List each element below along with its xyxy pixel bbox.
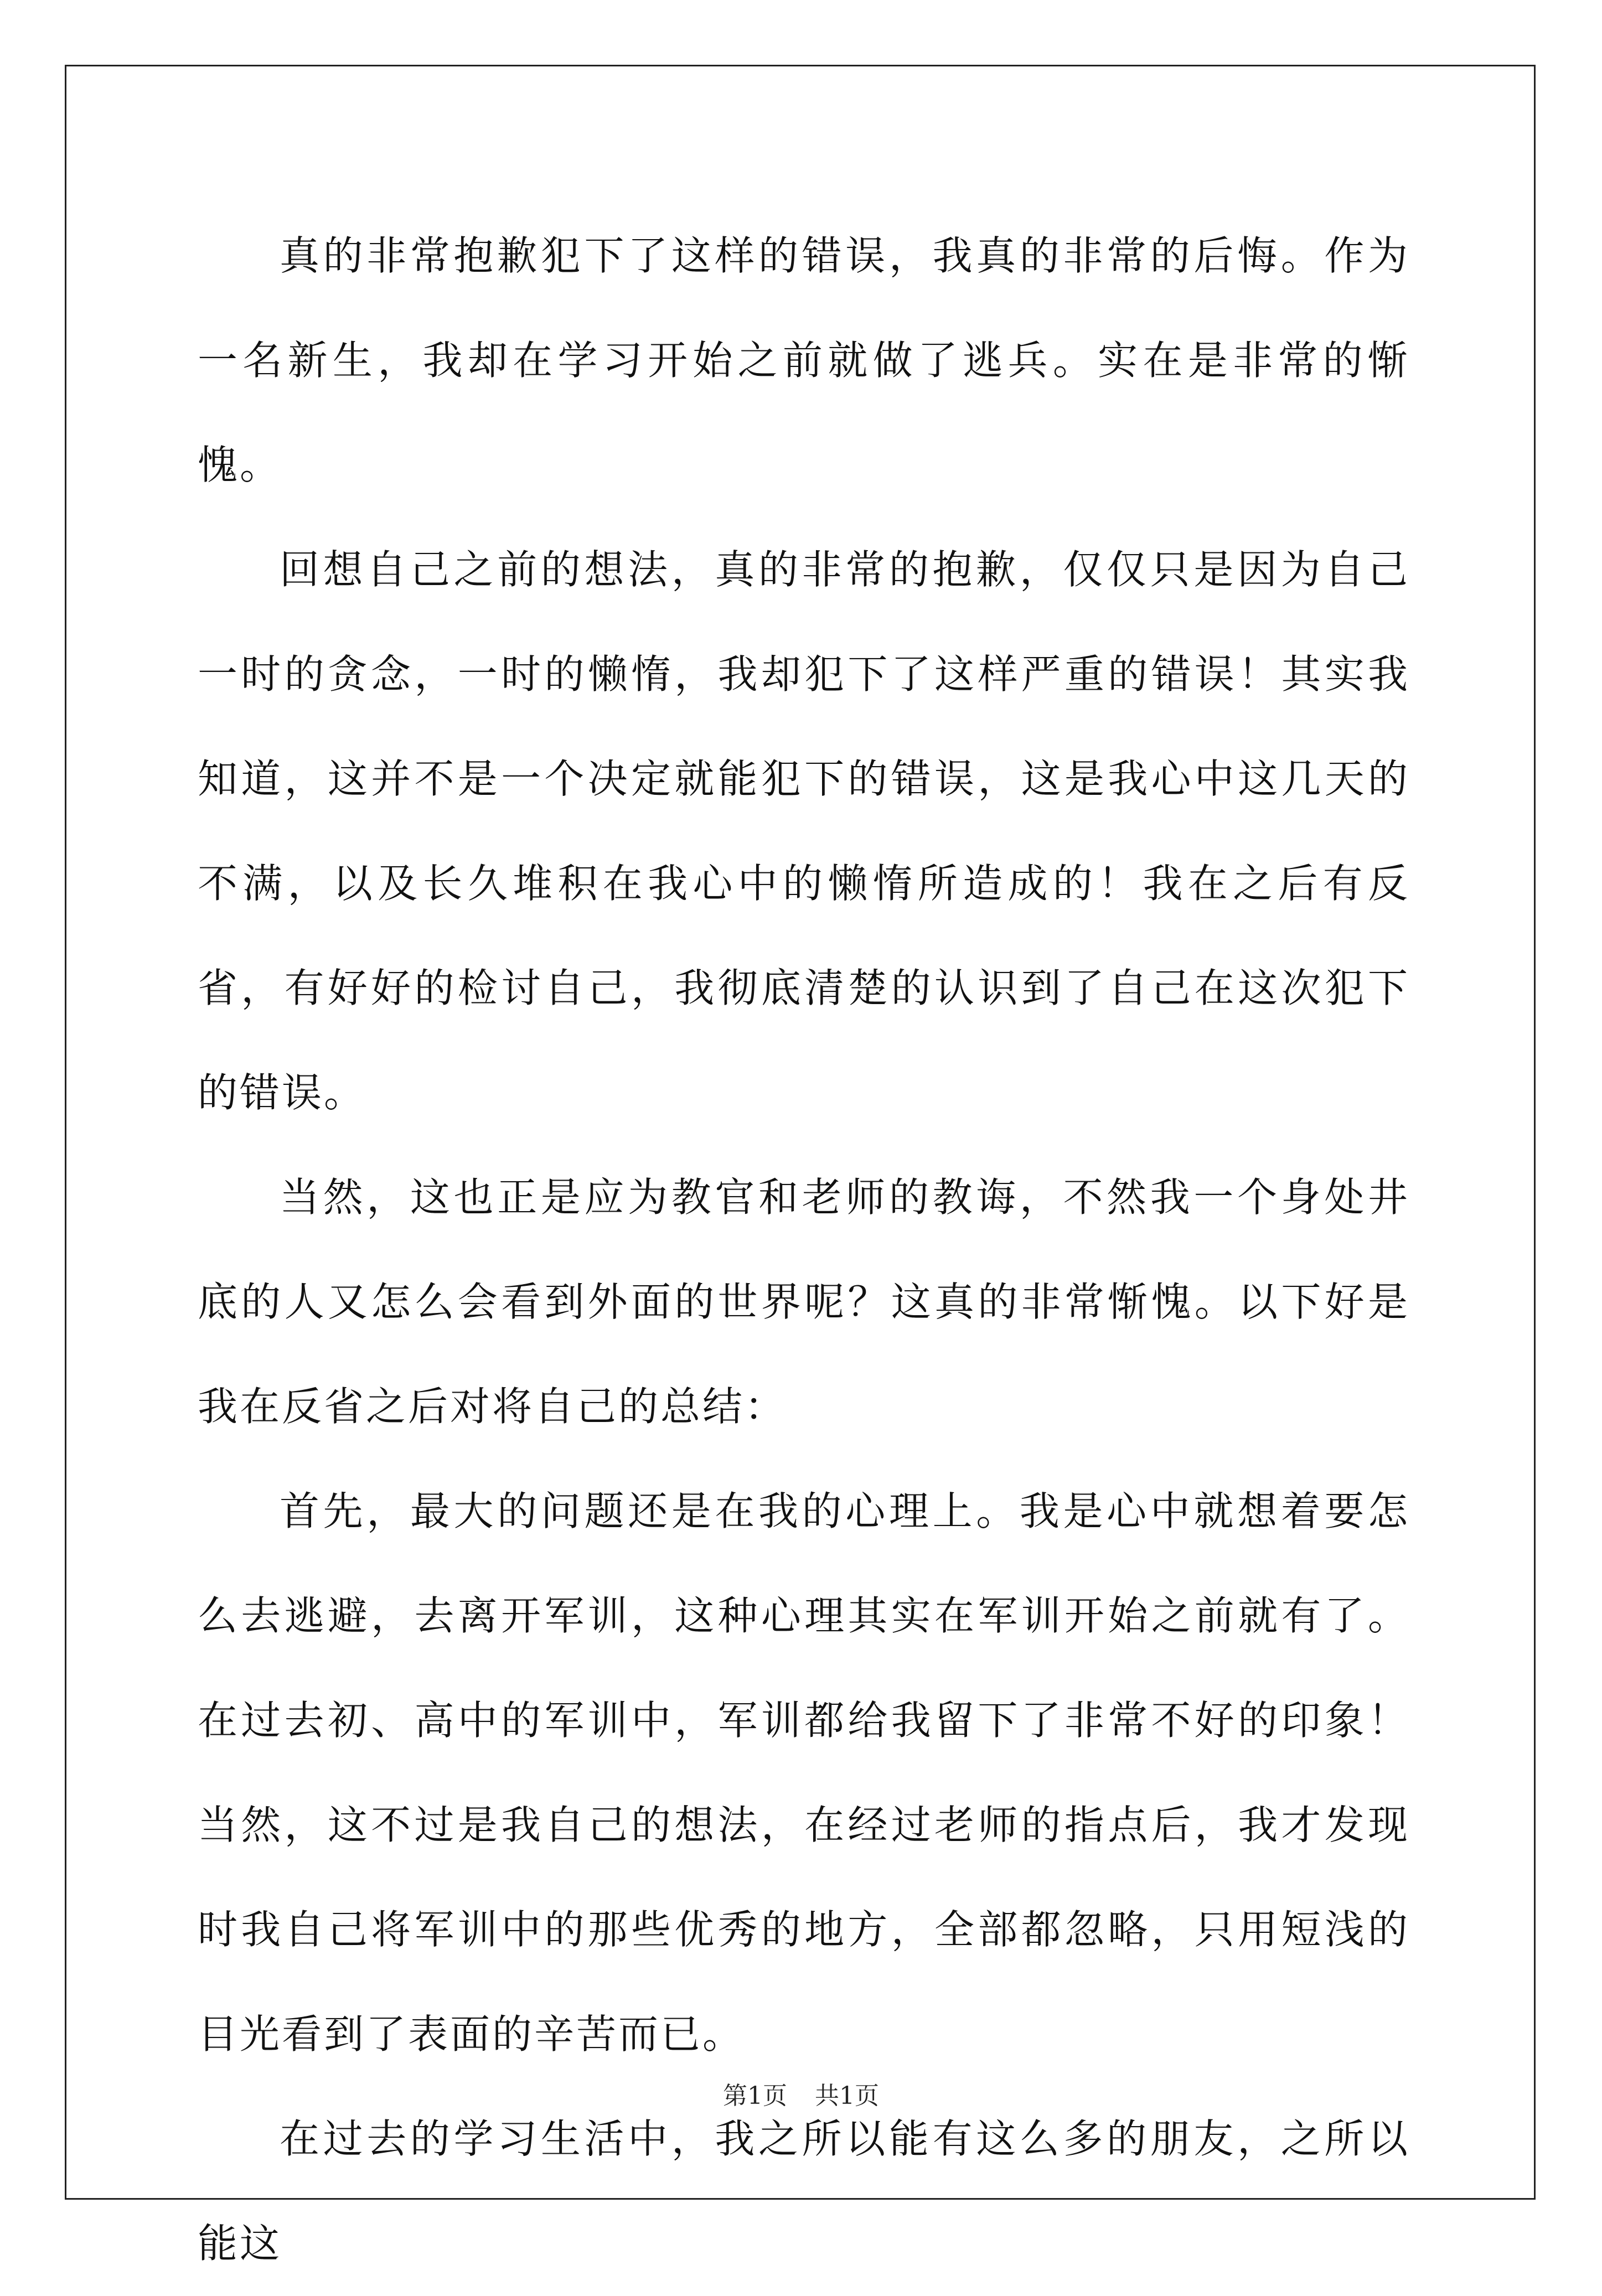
paragraph-5: 在过去的学习生活中，我之所以能有这么多的朋友，之所以能这 — [198, 2116, 1410, 2267]
page-number: 第1页 — [723, 2082, 787, 2110]
paragraph-3: 当然，这也正是应为教官和老师的教诲，不然我一个身处井底的人又怎么会看到外面的世界呢？这真的非常惭愧。以下好是我在反省之后对将自己的总结： — [198, 1174, 1410, 1430]
page-footer — [0, 2076, 1602, 2111]
paragraph-4: 首先，最大的问题还是在我的心理上。我是心中就想着要怎么去逃避，去离开军训，这种心理其实在军训开始之前就有了。在过去初、高中的军训中，军训都给我留下了非常不好的印象！当然，这不过是我自己的想法，在经过老师的指点后，我才发现时我自己将军训中的那些优秀的地方，全部都忽略，只用短浅的目光看到了表面的辛苦而已。 — [198, 1488, 1410, 2057]
document-body — [198, 204, 1410, 2296]
paragraph-1: 真的非常抱歉犯下了这样的错误，我真的非常的后悔。作为一名新生，我却在学习开始之前就做了逃兵。实在是非常的惭愧。 — [198, 232, 1410, 488]
paragraph-2: 回想自己之前的想法，真的非常的抱歉，仅仅只是因为自己一时的贪念，一时的懒惰，我却犯下了这样严重的错误！其实我知道，这并不是一个决定就能犯下的错误，这是我心中这几天的不满，以及长久堆积在我心中的懒惰所造成的！我在之后有反省，有好好的检讨自己，我彻底清楚的认识到了自己在这次犯下的错误。 — [198, 546, 1410, 1116]
page-total: 共1页 — [815, 2082, 879, 2110]
